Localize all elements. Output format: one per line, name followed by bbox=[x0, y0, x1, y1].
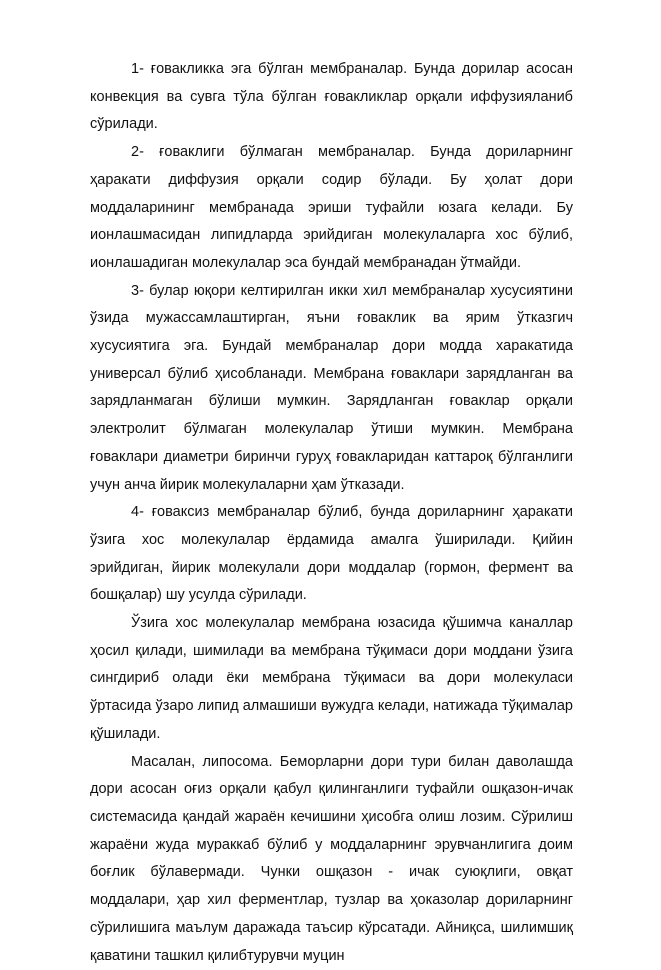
paragraph-porous-membranes: 1- ғовакликка эга бўлган мембраналар. Бунда дорилар асосан конвекция ва сувга тўла бўлган ғовакликлар орқали иффузияланиб сўрилади. bbox=[90, 61, 573, 133]
paragraph-specific-molecules: Ўзига хос молекулалар мембрана юзасида қўшимча каналлар ҳосил қилади, шимилади ва мембрана тўқимаси дори моддани ўзига сингдириб олади ёки мембрана тўқимаси ва дори молекуласи ўртасида ўзаро липид алмашиши вужудга келади, натижада тўқималар қўшилади. bbox=[90, 615, 573, 742]
paragraph-nonporous-membranes: 2- ғоваклиги бўлмаган мембраналар. Бунда дориларнинг ҳаракати диффузия орқали содир бўлади. Бу ҳолат дори моддаларининг мембранада эриши туфайли юзага келади. Бу ионлашмасидан липидларда эрийдиган молекулаларга хос бўлиб, ионлашадиган молекулалар эса бундай мембранадан ўтмайди. bbox=[90, 144, 573, 271]
paragraph-liposome-example: Масалан, липосома. Беморларни дори тури билан даволашда дори асосан оғиз орқали қабул қилинганлиги туфайли ошқазон-ичак системасида қандай жараён кечишини ҳисобга олиш лозим. Сўрилиш жараёни жуда мураккаб бўлиб у моддаларнинг эрувчанлигига доим боғлик бўлавермади. Чунки ошқазон - ичак суюқлиги, овқат моддалари, ҳар хил ферментлар, тузлар ва ҳоказолар дориларнинг сўрилишига маълум даражада таъсир кўрсатади. Айниқса, шилимшиқ қаватини ташкил қилибтурувчи муцин bbox=[90, 753, 573, 964]
paragraph-combined-membranes: 3- булар юқори келтирилган икки хил мембраналар хусусиятини ўзида мужассамлаштирган, яъни ғоваклик ва ярим ўтказгич хусусиятига эга. Бундай мембраналар дори модда харакатида универсал бўлиб ҳисобланади. Мембрана ғоваклари зарядланган ва зарядланмаган бўлиши мумкин. Зарядланган ғоваклар орқали электролит бўлмаган молекулалар ўтиши мумкин. Мембрана ғоваклари диаметри биринчи гуруҳ ғовакларидан каттароқ бўлганлиги учун анча йирик молекулаларни ҳам ўтказади. bbox=[90, 282, 573, 493]
paragraph-poreless-membranes: 4- ғоваксиз мембраналар бўлиб, бунда дориларнинг ҳаракати ўзига хос молекулалар ёрдамида амалга ўширилади. Қийин эрийдиган, йирик молекулали дори моддалар (гормон, фермент ва бошқалар) шу усулда сўрилади. bbox=[90, 504, 573, 604]
document-body bbox=[90, 56, 573, 970]
